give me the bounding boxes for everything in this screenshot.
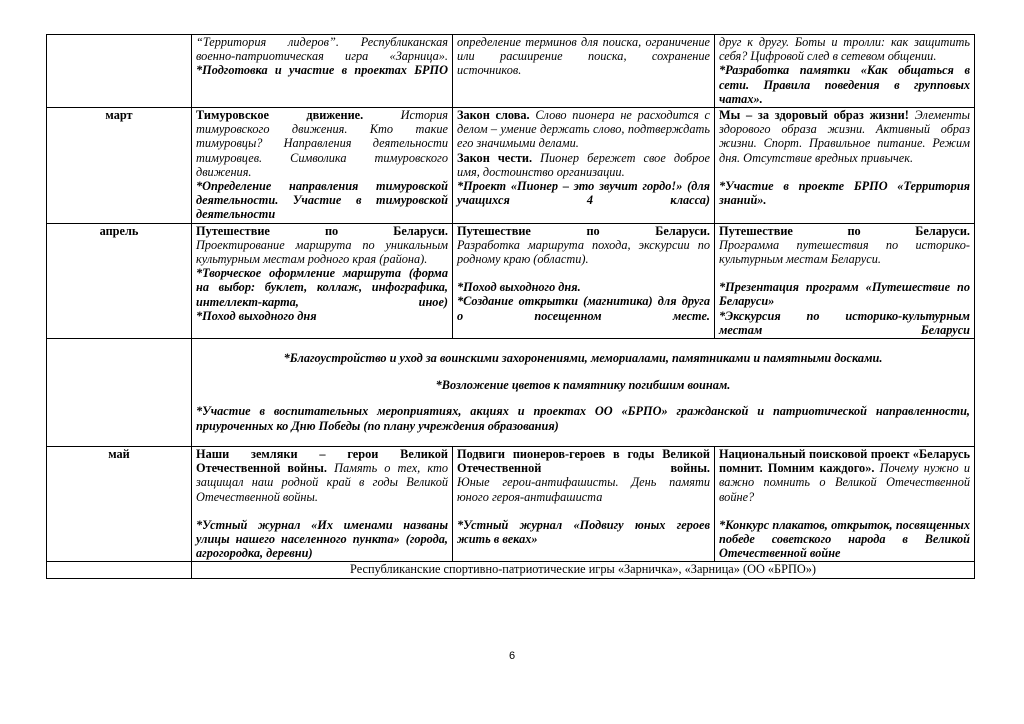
topic-title: Тимуровское движение. [196,108,364,123]
grade-cell [453,108,715,224]
cell-task: *Определение направления тимуровской деятельности. Участие в тимуровской деятельности [196,179,448,222]
topic-description: Пионер бережет свое доброе имя, достоинство организации. [457,150,711,179]
grade-cell [192,108,453,224]
cell-task: *Подготовка и участие в проектах БРПО [196,63,448,78]
cell-task: *Поход выходного дня. [457,280,581,295]
month-cell: май [47,447,192,562]
topic-description: Элементы здорового образа жизни. Активный образ жизни. Спорт. Правильное питание. Режим дня. Отсутствие вредных привычек. [719,108,970,165]
empty-month-cell [47,562,192,578]
empty-month-cell [47,339,192,447]
grade-cell [453,447,715,562]
month-cell: март [47,108,192,224]
merged-cell [192,339,975,447]
topic-description: Почему нужно и важно помнить о Великой Отечественной войне? [719,461,970,504]
topic-title: Путешествие по Беларуси. [457,223,710,238]
cell-task: *Презентация программ «Путешествие по Беларуси» [719,280,970,309]
topic-description: Разработка маршрута похода, экскурсии по родному краю (области). [457,237,710,267]
cell-task: *Благоустройство и уход за воинскими захоронениями, мемориалами, памятниками и памятными досками. [283,351,883,366]
grade-cell [192,35,453,108]
page-number: 6 [508,650,516,662]
topic-title: Закон слова. [457,108,530,123]
cell-task: *Экскурсия по историко-культурным местам Беларуси [719,308,970,337]
cell-task: *Устный журнал «Подвигу юных героев жить в веках» [457,517,710,547]
cell-task: *Участие в проекте БРПО «Территория знаний». [719,178,970,208]
cell-text: друг к другу. Боты и тролли: как защитить себя? Цифровой след в сетевом общении. [719,35,970,64]
cell-task: *Участие в воспитательных мероприятиях, акциях и проектах ОО «БРПО» гражданской и патриотической направленности, приуроченных ко Дню Победы (по плану учреждения образования) [196,404,970,433]
table-row [47,35,975,108]
cell-task: *Создание открытки (магнитика) для друга о посещенном месте. [457,294,710,323]
month-cell [47,35,192,108]
topic-title: Подвиги пионеров-героев в годы Великой Отечественной войны. [457,447,710,476]
topic-description: Программа путешествия по историко-культурным местам Беларуси. [719,237,970,267]
grade-cell [715,223,975,338]
topic-description: История тимуровского движения. Кто такие тимуровцы? Направления деятельности тимуровцев. Символика тимуровского движения. [196,108,448,179]
topic-title: Закон чести. [457,150,533,165]
topic-description: Память о тех, кто защищал наш родной край в годы Великой Отечественной войны. [196,461,448,504]
grade-cell [192,223,453,338]
topic-description: Слово пионера не расходится с делом – умение держать слово, подтверждать его значимыми делами. [457,108,710,151]
topic-title: Наши земляки – герои Великой Отечественной войны. [196,447,448,476]
cell-task: *Конкурс плакатов, открыток, посвященных победе советского народа в Великой Отечественной войне [719,517,970,561]
cell-text: “Территория лидеров”. Республиканская военно-патриотическая игра «Зарница». [196,35,448,64]
month-cell: апрель [47,223,192,338]
grade-cell [715,108,975,224]
table-row [47,108,975,224]
cell-task: *Возложение цветов к памятнику погибшим воинам. [435,377,731,392]
grade-cell [715,35,975,108]
table-row [47,562,975,578]
topic-title: Национальный поисковой проект «Беларусь помнит. Помним каждого». [719,447,970,476]
topic-title: Мы – за здоровый образ жизни! [719,108,909,123]
cell-text: определение терминов для поиска, ограничение или расширение поиска, сохранение источников. [457,35,710,78]
table-row [47,447,975,562]
grade-cell [453,35,715,108]
activity-plan-table [46,34,975,579]
cell-task: *Проект «Пионер – это звучит гордо!» (для учащихся 4 класса) [457,179,710,208]
table-row [47,339,975,447]
grade-cell [715,447,975,562]
cell-task: *Поход выходного дня [196,308,317,323]
grade-cell [453,223,715,338]
topic-title: Путешествие по Беларуси. [719,223,970,238]
topic-description: Проектирование маршрута по уникальным культурным местам родного края (района). [196,237,448,267]
table-row [47,223,975,338]
topic-description: Юные герои-антифашисты. День памяти юного героя-антифашиста [457,475,710,504]
republican-games-cell: Республиканские спортивно-патриотические игры «Зарничка», «Зарница» (ОО «БРПО») [192,562,975,578]
cell-task: *Разработка памятки «Как общаться в сети. Правила поведения в групповых чатах». [719,63,970,106]
grade-cell [192,447,453,562]
cell-task: *Творческое оформление маршрута (форма на выбор: буклет, коллаж, инфографика, интеллект-карта, иное) [196,266,448,309]
topic-title: Путешествие по Беларуси. [196,223,448,238]
cell-task: *Устный журнал «Их именами названы улицы нашего населенного пункта» (города, агрогородка, деревни) [196,517,448,561]
